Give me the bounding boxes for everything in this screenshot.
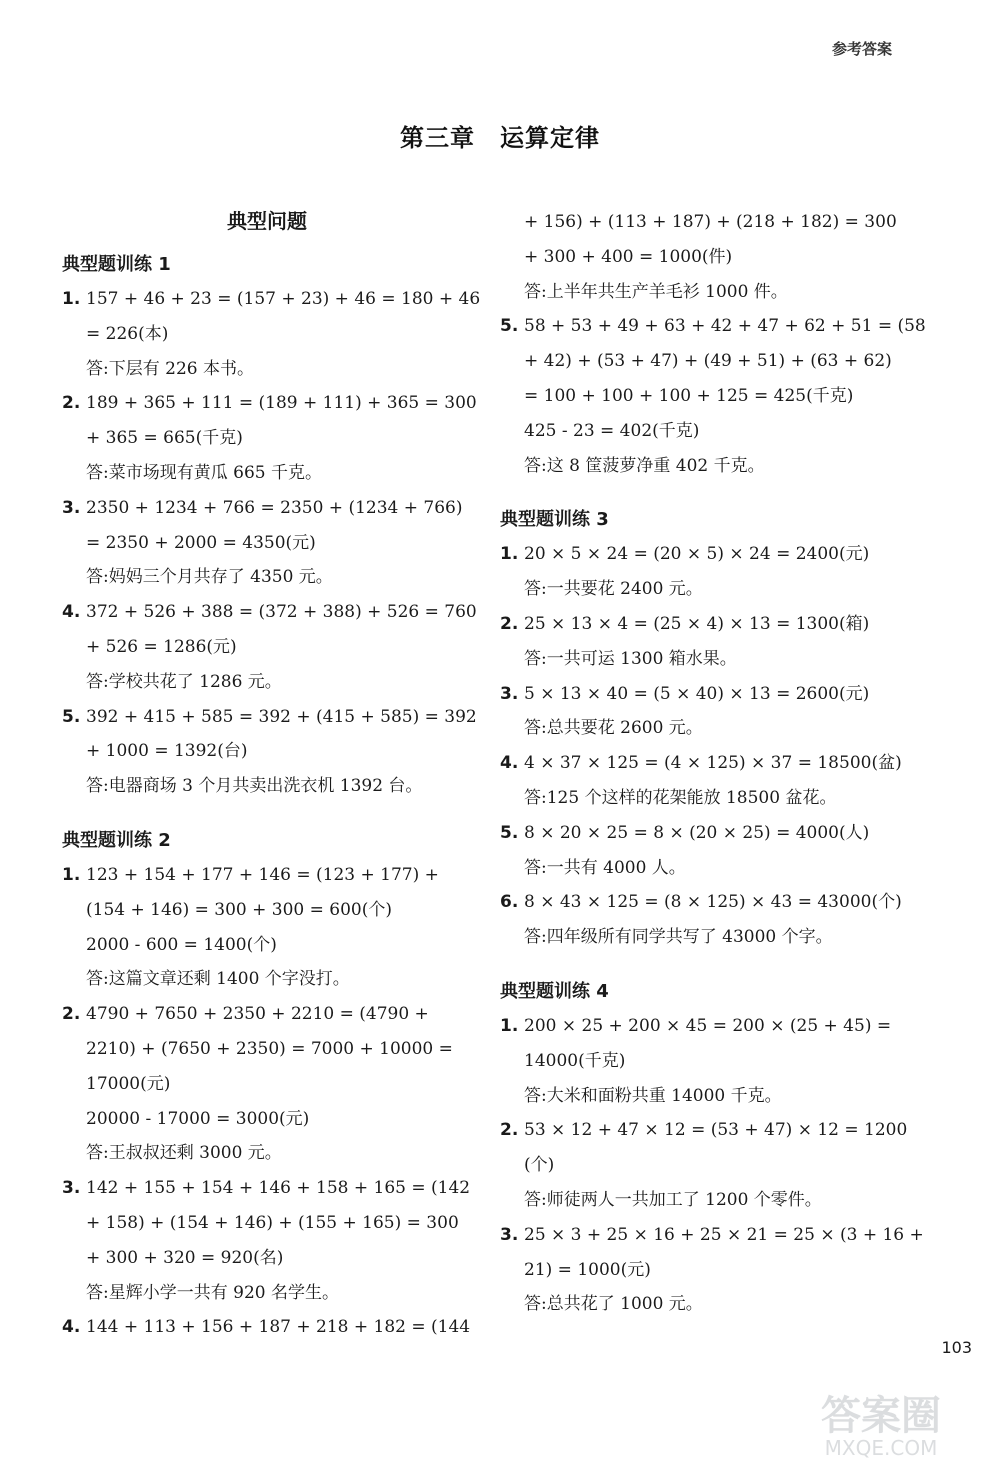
answer-line (500, 1079, 910, 1114)
answer-line (500, 449, 910, 484)
line-text: 17000(元) (86, 1073, 171, 1094)
svg-text:答案圈: 答案圈 (821, 1393, 941, 1439)
line-text: 答:王叔叔还剩 3000 元。 (86, 1143, 282, 1164)
calculation-line (62, 997, 472, 1032)
line-text: 2210) + (7650 + 2350) = 7000 + 10000 = (86, 1038, 453, 1059)
calculation-line (500, 816, 910, 851)
answer-item (500, 746, 910, 816)
line-text: = 226(本) (86, 323, 169, 344)
calculation-line (500, 1148, 910, 1183)
answer-line (62, 1136, 472, 1171)
answer-item (62, 1171, 472, 1310)
calculation-line (500, 205, 910, 240)
calculation-line (500, 1044, 910, 1079)
answer-line (62, 665, 472, 700)
answer-section (500, 975, 924, 1322)
answer-line (500, 642, 910, 677)
line-text: 答:菜市场现有黄瓜 665 千克。 (86, 462, 322, 483)
item-number: 3. (500, 683, 519, 704)
item-number: 3. (62, 1178, 81, 1199)
line-text: 答:总共要花 2600 元。 (524, 718, 703, 739)
line-text: 答:这篇文章还剩 1400 个字没打。 (86, 969, 350, 990)
line-text: + 300 + 320 = 920(名) (86, 1247, 284, 1268)
calculation-line (62, 1206, 472, 1241)
chapter-title: 第三章 运算定律 (400, 124, 600, 152)
line-text: = 2350 + 2000 = 4350(元) (86, 532, 316, 553)
answer-item (500, 309, 926, 483)
answer-line (62, 560, 472, 595)
section-heading: 典型题训练 3 (500, 509, 609, 531)
line-text: 答:四年级所有同学共写了 43000 个字。 (524, 927, 833, 948)
calculation-line (500, 379, 910, 414)
line-text: 答:这 8 筐菠萝净重 402 千克。 (524, 455, 765, 476)
line-text: 189 + 365 + 111 = (189 + 111) + 365 = 300 (86, 393, 477, 414)
item-number: 2. (62, 1004, 81, 1025)
answer-section (62, 824, 472, 1345)
calculation-line (500, 240, 910, 275)
line-text: 答:下层有 226 本书。 (86, 358, 254, 379)
answer-line (500, 851, 910, 886)
line-text: 答:一共有 4000 人。 (524, 857, 686, 878)
line-text: 答:125 个这样的花架能放 18500 盆花。 (524, 787, 837, 808)
answer-line (500, 572, 910, 607)
item-number: 2. (62, 393, 81, 414)
answer-item (62, 595, 477, 699)
line-text: 123 + 154 + 177 + 146 = (123 + 177) + (86, 864, 439, 885)
calculation-line (62, 734, 472, 769)
line-text: 答:妈妈三个月共存了 4350 元。 (86, 567, 333, 588)
answer-item (62, 700, 477, 804)
item-number: 3. (62, 497, 81, 518)
line-text: 答:学校共花了 1286 元。 (86, 671, 282, 692)
line-text: 答:星辉小学一共有 920 名学生。 (86, 1282, 339, 1303)
answer-item (62, 282, 481, 386)
header-label: 参考答案 (831, 40, 892, 58)
item-number: 5. (62, 706, 81, 727)
calculation-line (62, 421, 472, 456)
line-text: 2350 + 1234 + 766 = 2350 + (1234 + 766) (86, 497, 463, 518)
line-text: + 156) + (113 + 187) + (218 + 182) = 300 (524, 212, 897, 232)
line-text: 144 + 113 + 156 + 187 + 218 + 182 = (144 (86, 1317, 471, 1338)
calculation-line (62, 1241, 472, 1276)
answer-item (500, 1009, 910, 1113)
calculation-line (62, 1102, 472, 1137)
calculation-line (500, 1253, 910, 1288)
line-text: 53 × 12 + 47 × 12 = (53 + 47) × 12 = 1200 (524, 1120, 908, 1141)
answer-line (500, 1183, 910, 1218)
calculation-line (500, 1113, 910, 1148)
calculation-line (62, 1310, 472, 1345)
calculation-line (500, 344, 910, 379)
line-text: 14000(千克) (524, 1050, 626, 1071)
line-text: 4790 + 7650 + 2350 + 2210 = (4790 + (86, 1004, 429, 1025)
calculation-line (62, 282, 481, 317)
calculation-line (62, 858, 472, 893)
answer-line (500, 1287, 910, 1322)
line-text: = 100 + 100 + 100 + 125 = 425(千克) (524, 385, 854, 406)
line-text: 2000 - 600 = 1400(个) (86, 934, 277, 955)
answer-line (500, 781, 910, 816)
calculation-line (62, 700, 477, 735)
calculation-line (62, 893, 472, 928)
page-number: 103 (941, 1338, 972, 1357)
answer-item (500, 1218, 924, 1322)
answer-line (500, 711, 910, 746)
line-text: 答:一共要花 2400 元。 (524, 579, 703, 600)
line-text: 答:大米和面粉共重 14000 千克。 (524, 1085, 782, 1106)
item-number: 4. (62, 602, 81, 623)
right-column (500, 205, 926, 1342)
answer-section (500, 503, 910, 955)
item-number: 2. (500, 613, 519, 634)
answer-item (62, 386, 477, 490)
watermark-logo (776, 1381, 986, 1461)
section-heading: 典型题训练 2 (62, 829, 171, 851)
calculation-line (500, 746, 910, 781)
line-text: + 1000 = 1392(台) (86, 741, 248, 762)
line-text: + 526 = 1286(元) (86, 636, 237, 657)
svg-text:MXQE.COM: MXQE.COM (824, 1436, 938, 1460)
item-number: 1. (500, 1015, 519, 1036)
line-text: + 365 = 665(千克) (86, 428, 243, 449)
calculation-line (62, 491, 472, 526)
answer-item (500, 677, 910, 747)
section-heading: 典型题训练 4 (500, 980, 609, 1002)
line-text: 142 + 155 + 154 + 146 + 158 + 165 = (142 (86, 1178, 471, 1199)
line-text: 200 × 25 + 200 × 45 = 200 × (25 + 45) = (524, 1015, 892, 1036)
calculation-line (62, 928, 472, 963)
answer-item (62, 491, 472, 595)
calculation-line (62, 1067, 472, 1102)
line-text: (154 + 146) = 300 + 300 = 600(个) (86, 899, 392, 920)
item-number: 5. (500, 316, 519, 337)
calculation-line (500, 414, 910, 449)
item-number: 2. (500, 1120, 519, 1141)
calculation-line (62, 526, 472, 561)
calculation-line (62, 1171, 472, 1206)
item-number: 3. (500, 1224, 519, 1245)
item-number: 1. (62, 864, 81, 885)
line-text: 20 × 5 × 24 = (20 × 5) × 24 = 2400(元) (524, 544, 870, 565)
section-title: 典型问题 (227, 209, 307, 233)
line-text: 157 + 46 + 23 = (157 + 23) + 46 = 180 + 46 (86, 289, 481, 309)
line-text: 5 × 13 × 40 = (5 × 40) × 13 = 2600(元) (524, 683, 870, 704)
line-text: 4 × 37 × 125 = (4 × 125) × 37 = 18500(盆) (524, 753, 902, 774)
line-text: 答:总共花了 1000 元。 (524, 1294, 703, 1315)
line-text: 58 + 53 + 49 + 63 + 42 + 47 + 62 + 51 = (58 (524, 316, 926, 337)
answer-line (62, 352, 472, 387)
line-text: 25 × 13 × 4 = (25 × 4) × 13 = 1300(箱) (524, 613, 870, 634)
line-text: 答:电器商场 3 个月共卖出洗衣机 1392 台。 (86, 776, 423, 797)
left-column (62, 200, 481, 1365)
answer-item (62, 1310, 472, 1345)
answer-section (500, 205, 926, 483)
item-number: 4. (500, 753, 519, 774)
line-text: (个) (524, 1155, 555, 1176)
item-number: 5. (500, 822, 519, 843)
answer-item (62, 997, 472, 1171)
calculation-line (500, 885, 910, 920)
answer-line (62, 1276, 472, 1311)
line-text: 25 × 3 + 25 × 16 + 25 × 21 = 25 × (3 + 16 + (524, 1224, 924, 1245)
answer-item (500, 1113, 910, 1217)
calculation-line (62, 317, 472, 352)
item-number: 1. (500, 544, 519, 565)
item-number: 6. (500, 892, 519, 913)
answer-section (62, 248, 481, 804)
answer-item (62, 858, 472, 997)
item-number: 1. (62, 289, 81, 309)
line-text: 8 × 43 × 125 = (8 × 125) × 43 = 43000(个) (524, 892, 902, 913)
calculation-line (62, 1032, 472, 1067)
answer-item (500, 205, 910, 309)
answer-line (62, 769, 472, 804)
line-text: 答:一共可运 1300 箱水果。 (524, 648, 737, 669)
answer-item (500, 885, 910, 955)
line-text: 372 + 526 + 388 = (372 + 388) + 526 = 760 (86, 602, 477, 623)
answer-item (500, 537, 910, 607)
calculation-line (62, 386, 477, 421)
line-text: + 158) + (154 + 146) + (155 + 165) = 300 (86, 1212, 459, 1233)
section-heading: 典型题训练 1 (62, 254, 171, 275)
calculation-line (62, 630, 472, 665)
calculation-line (500, 1218, 924, 1253)
item-number: 4. (62, 1317, 81, 1338)
line-text: 答:上半年共生产羊毛衫 1000 件。 (524, 281, 788, 302)
answer-line (500, 920, 910, 955)
line-text: 21) = 1000(元) (524, 1259, 651, 1280)
calculation-line (500, 309, 926, 344)
line-text: 答:师徒两人一共加工了 1200 个零件。 (524, 1189, 822, 1210)
calculation-line (500, 537, 910, 572)
line-text: 392 + 415 + 585 = 392 + (415 + 585) = 392 (86, 706, 477, 727)
answer-line (500, 275, 910, 310)
line-text: 8 × 20 × 25 = 8 × (20 × 25) = 4000(人) (524, 822, 870, 843)
answer-line (62, 456, 472, 491)
calculation-line (62, 595, 477, 630)
calculation-line (500, 1009, 910, 1044)
line-text: 425 - 23 = 402(千克) (524, 420, 700, 441)
answer-line (62, 962, 472, 997)
line-text: + 300 + 400 = 1000(件) (524, 246, 733, 267)
line-text: + 42) + (53 + 47) + (49 + 51) + (63 + 62) (524, 351, 892, 372)
calculation-line (500, 677, 910, 712)
calculation-line (500, 607, 910, 642)
line-text: 20000 - 17000 = 3000(元) (86, 1108, 310, 1129)
answer-item (500, 816, 910, 886)
answer-item (500, 607, 910, 677)
